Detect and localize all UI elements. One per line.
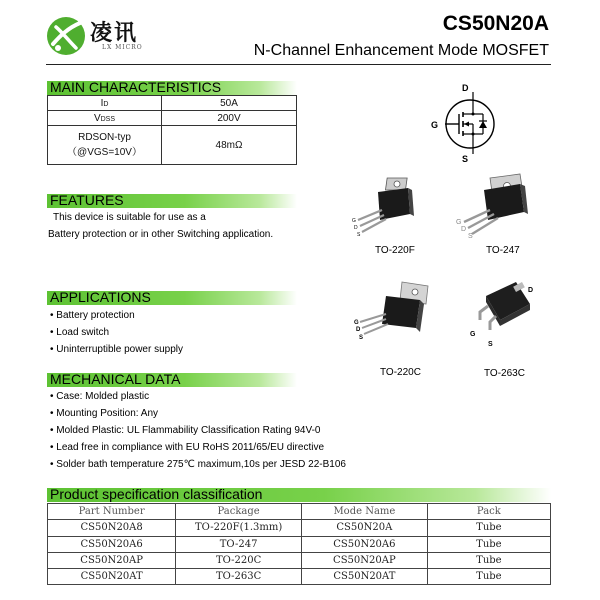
package-label: TO-220C: [380, 367, 421, 378]
list-item: • Lead free in compliance with EU RoHS 2011/65/EU directive: [50, 442, 325, 453]
table-cell: CS50N20AP: [302, 552, 428, 568]
to220f-package-icon: [350, 172, 430, 242]
column-header: Pack: [427, 504, 550, 520]
value-cell: 48mΩ: [162, 126, 297, 165]
table-cell: TO-220F(1.3mm): [176, 520, 302, 536]
logo-chinese-text: 凌讯: [90, 20, 139, 46]
pin-label: G: [352, 218, 356, 224]
table-cell: CS50N20AT: [48, 569, 176, 585]
section-heading: APPLICATIONS: [50, 289, 151, 305]
table-cell: Tube: [427, 569, 550, 585]
section-heading: MAIN CHARACTERISTICS: [50, 79, 222, 95]
part-number-title: CS50N20A: [442, 12, 549, 35]
title-divider: [46, 64, 551, 65]
table-row: [48, 569, 551, 585]
pin-label: D: [354, 225, 358, 231]
pin-label: G: [456, 219, 462, 226]
param-cell: RDSON-typ （@VGS=10V）: [48, 126, 162, 165]
section-heading: Product specification classification: [50, 486, 263, 502]
to263c-package-icon: [464, 276, 544, 348]
list-item: • Molded Plastic: UL Flammability Classification Rating 94V-0: [50, 425, 321, 436]
table-cell: Tube: [427, 536, 550, 552]
param-cell: ID: [48, 96, 162, 111]
list-item: • Mounting Position: Any: [50, 408, 159, 419]
features-line: This device is suitable for use as a: [53, 212, 206, 223]
pin-label: D: [461, 226, 467, 233]
table-row: [48, 552, 551, 568]
table-header-row: [48, 504, 551, 520]
list-item: • Battery protection: [50, 310, 135, 321]
table-row: [48, 96, 297, 111]
list-item: • Uninterruptible power supply: [50, 344, 184, 355]
logo-mark-icon: [44, 14, 88, 58]
column-header: Package: [176, 504, 302, 520]
column-header: Part Number: [48, 504, 176, 520]
pin-label: D: [356, 327, 361, 333]
table-row: [48, 111, 297, 126]
table-cell: TO-263C: [176, 569, 302, 585]
value-cell: 50A: [162, 96, 297, 111]
table-cell: Tube: [427, 520, 550, 536]
characteristics-table: [47, 95, 297, 165]
features-line: Battery protection or in other Switching application.: [48, 229, 274, 240]
company-logo: [44, 14, 164, 60]
section-bar-main-characteristics: [47, 81, 297, 95]
table-row: [48, 126, 297, 165]
symbol-gate-label: G: [431, 120, 439, 130]
section-bar-features: [47, 194, 297, 208]
pin-label: G: [470, 331, 476, 338]
mosfet-symbol-icon: [425, 82, 515, 162]
column-header: Mode Name: [302, 504, 428, 520]
list-item: • Solder bath temperature 275℃ maximum,10s per JESD 22-B106: [50, 459, 346, 470]
package-label: TO-247: [486, 245, 520, 256]
section-heading: MECHANICAL DATA: [50, 371, 181, 387]
section-bar-mechanical-data: [47, 373, 297, 387]
device-subtitle: N-Channel Enhancement Mode MOSFET: [253, 42, 549, 59]
value-cell: 200V: [162, 111, 297, 126]
table-cell: Tube: [427, 552, 550, 568]
param-cell: VDSS: [48, 111, 162, 126]
symbol-source-label: S: [462, 154, 469, 164]
pin-label: G: [354, 320, 359, 326]
list-item: • Load switch: [50, 327, 110, 338]
table-cell: CS50N20AT: [302, 569, 428, 585]
table-cell: TO-220C: [176, 552, 302, 568]
section-heading: FEATURES: [50, 192, 124, 208]
package-label: TO-263C: [484, 368, 525, 379]
table-cell: CS50N20AP: [48, 552, 176, 568]
symbol-drain-label: D: [462, 83, 469, 93]
section-bar-applications: [47, 291, 297, 305]
table-cell: TO-247: [176, 536, 302, 552]
product-spec-table: [47, 503, 551, 585]
pin-label: S: [468, 233, 473, 240]
table-cell: CS50N20A: [302, 520, 428, 536]
table-cell: CS50N20A6: [48, 536, 176, 552]
package-label: TO-220F: [375, 245, 415, 256]
pin-label: S: [357, 232, 361, 238]
table-cell: CS50N20A8: [48, 520, 176, 536]
to247-package-icon: [450, 170, 540, 240]
pin-label: S: [359, 335, 364, 341]
pin-label: S: [488, 341, 493, 348]
logo-english-text: LX MICRO: [102, 44, 143, 51]
table-row: [48, 536, 551, 552]
list-item: • Case: Molded plastic: [50, 391, 150, 402]
section-bar-product-spec: [47, 488, 551, 502]
table-row: [48, 520, 551, 536]
pin-label: D: [528, 287, 534, 294]
to220c-package-icon: [350, 278, 440, 348]
table-cell: CS50N20A6: [302, 536, 428, 552]
